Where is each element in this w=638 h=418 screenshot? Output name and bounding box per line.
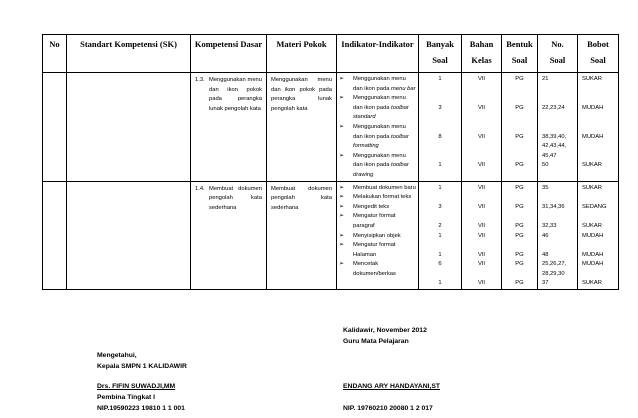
banyak-value: [419, 85, 461, 95]
kepala-sekolah-role: Kepala SMPN 1 KALIDAWIR: [97, 363, 187, 370]
indicator-text: Mengatur format paragraf: [353, 213, 396, 229]
bobot-value: [578, 94, 618, 104]
bobot-value: [578, 152, 618, 162]
header-no-soal: No. Soal: [538, 35, 578, 73]
bobot-value: [578, 85, 618, 95]
banyak-value: [419, 152, 461, 162]
guru-nip: NIP. 19760210 20080 1 2 017: [343, 405, 433, 412]
kelas-value: [462, 241, 501, 251]
kepala-sekolah-rank: Pembina Tingkat I: [97, 394, 156, 401]
bobot-value: [578, 142, 618, 152]
indicator-item: [339, 203, 416, 213]
table-row: [43, 73, 619, 182]
banyak-value: [419, 212, 461, 222]
arrow-bullet-icon: ➢: [339, 261, 345, 268]
bobot-value: SUKAR: [582, 222, 602, 229]
bentuk-value: [502, 142, 537, 152]
nosoal-value: [538, 212, 577, 222]
banyak-value: [419, 241, 461, 251]
banyak-value: 8: [438, 133, 442, 140]
indikator-cell: [337, 73, 419, 182]
bobot-value: MUDAH: [582, 232, 604, 239]
kelas-value: [462, 152, 501, 162]
standar-cell: [67, 181, 191, 290]
bentuk-value: [502, 113, 537, 123]
nosoal-cell: [538, 181, 578, 290]
indicator-item: [339, 241, 416, 260]
bentuk-value: PG: [515, 251, 524, 258]
indicator-text: Membuat dokumen baru: [353, 184, 416, 191]
bobot-value: MUDAH: [582, 251, 604, 258]
banyak-value: 3: [438, 203, 442, 210]
indicator-item: [339, 123, 416, 152]
banyak-value: 1: [438, 76, 442, 82]
indicator-text: Menggunakan menu dan ikon pada toolbar drawing: [353, 152, 409, 178]
nosoal-value: [538, 113, 577, 123]
kelas-value: [462, 212, 501, 222]
header-standar-kompetensi: Standart Kompetensi (SK): [67, 35, 191, 73]
banyak-value: 3: [438, 104, 442, 111]
bentuk-cell: [502, 73, 538, 182]
bobot-value: SUKAR: [582, 184, 602, 191]
bobot-value: [578, 270, 618, 280]
nosoal-value: 42,43,44,: [542, 143, 567, 150]
table-row: [43, 181, 619, 290]
bobot-value: SUKAR: [582, 280, 602, 287]
bobot-value: MUDAH: [582, 104, 604, 111]
bobot-value: SUKAR: [582, 76, 602, 82]
kepala-sekolah-nip: NIP.19590223 19810 1 1 001: [97, 405, 185, 412]
banyak-value: [419, 270, 461, 280]
arrow-bullet-icon: ➢: [339, 213, 345, 220]
kd-number: 1.3.: [195, 77, 205, 83]
nosoal-value: 35: [542, 184, 549, 191]
nosoal-value: [538, 241, 577, 251]
bentuk-value: [502, 212, 537, 222]
arrow-bullet-icon: ➢: [339, 184, 345, 191]
kisi-kisi-table: [42, 34, 619, 290]
indicator-text: Melakukan format teks: [353, 194, 412, 201]
nosoal-value: 50: [542, 162, 549, 169]
indicator-text: Mengedit teks: [353, 203, 390, 210]
footer-left-block: [97, 350, 187, 372]
nosoal-value: 25,26,27,: [542, 261, 567, 268]
arrow-bullet-icon: ➢: [339, 95, 345, 102]
banyak-cell: [419, 181, 462, 290]
no-cell: [43, 73, 67, 182]
indicator-text: Menggunakan menu dan ikon pada menu bar: [353, 76, 416, 92]
kelas-value: VII: [477, 280, 486, 287]
nosoal-value: 46: [542, 232, 549, 239]
indicator-text: Menggunakan menu dan ikon pada toolbar formatting: [353, 123, 409, 150]
indicator-item: [339, 75, 416, 94]
kd-text: Membuat dokumen pengolah kata sederhana: [209, 185, 262, 211]
materi-cell: [267, 181, 337, 290]
banyak-value: 1: [438, 280, 442, 287]
nosoal-cell: [538, 73, 578, 182]
no-cell: [43, 181, 67, 290]
kelas-cell: [462, 73, 502, 182]
kelas-value: [462, 123, 501, 133]
indicator-item: [339, 193, 416, 203]
indicator-item: [339, 184, 416, 194]
indicator-item: [339, 152, 416, 181]
kd-cell: [191, 181, 267, 290]
nosoal-value: [538, 94, 577, 104]
kelas-value: VII: [477, 184, 486, 191]
indicator-list: [337, 73, 418, 181]
nosoal-value: 32,33: [542, 222, 557, 229]
kelas-value: [462, 193, 501, 203]
banyak-value: 1: [438, 251, 442, 258]
kd-number: 1.4.: [195, 185, 205, 192]
bobot-value: [578, 123, 618, 133]
bentuk-value: [502, 152, 537, 162]
bentuk-value: [502, 193, 537, 203]
kelas-value: VII: [477, 133, 486, 140]
nosoal-value: 48: [542, 251, 549, 258]
arrow-bullet-icon: ➢: [339, 242, 345, 249]
bentuk-value: PG: [515, 261, 524, 268]
bentuk-value: PG: [515, 133, 524, 140]
bobot-value: [578, 212, 618, 222]
footer-right-sign: [343, 381, 440, 414]
bentuk-value: [502, 123, 537, 133]
guru-name: ENDANG ARY HANDAYANI,ST: [343, 383, 441, 390]
header-row: [43, 35, 619, 73]
nosoal-value: 28,29,30: [542, 270, 565, 277]
header-materi-pokok: Materi Pokok: [267, 35, 337, 73]
indicator-text: Mencetak dokumen/berkas: [353, 261, 396, 277]
header-banyak-soal: Banyak Soal: [419, 35, 462, 73]
nosoal-value: [538, 193, 577, 203]
banyak-value: [419, 193, 461, 203]
bobot-value: SEDANG: [582, 203, 607, 210]
header-bahan-kelas: Bahan Kelas: [462, 35, 502, 73]
header-bentuk-soal: Bentuk Soal: [502, 35, 538, 73]
bobot-value: [578, 241, 618, 251]
arrow-bullet-icon: ➢: [339, 76, 345, 82]
bentuk-value: [502, 270, 537, 280]
indicator-item: [339, 94, 416, 123]
indikator-cell: [337, 181, 419, 290]
indicator-text: Menggunakan menu dan ikon pada toolbar standard: [353, 95, 409, 121]
place-date: Kalidawir, November 2012: [343, 327, 427, 334]
nosoal-value: [538, 123, 577, 133]
arrow-bullet-icon: ➢: [339, 203, 345, 210]
guru-role: Guru Mata Pelajaran: [343, 338, 409, 345]
kelas-value: VII: [477, 162, 486, 169]
bentuk-value: PG: [515, 76, 524, 82]
indicator-item: [339, 212, 416, 231]
banyak-value: 2: [438, 222, 442, 229]
bentuk-cell: [502, 181, 538, 290]
bobot-value: [578, 193, 618, 203]
banyak-value: 1: [438, 184, 442, 191]
kelas-value: [462, 270, 501, 280]
indicator-text: Mengatur format Halaman: [353, 242, 396, 258]
kelas-value: [462, 113, 501, 123]
indicator-item: [339, 260, 416, 279]
arrow-bullet-icon: ➢: [339, 194, 345, 201]
bentuk-value: PG: [515, 280, 524, 287]
kelas-value: VII: [477, 76, 486, 82]
nosoal-value: 45,47: [542, 152, 557, 159]
bobot-value: MUDAH: [582, 261, 604, 268]
header-indikator: Indikator-Indikator: [337, 35, 419, 73]
bentuk-value: [502, 94, 537, 104]
nosoal-value: 31,34,36: [542, 203, 565, 210]
materi-text: Membuat dokumen pengolah kata sederhana: [271, 185, 332, 211]
kelas-value: VII: [477, 104, 486, 111]
kd-cell: [191, 73, 267, 182]
arrow-bullet-icon: ➢: [339, 152, 345, 159]
kelas-value: VII: [477, 261, 486, 268]
bentuk-value: PG: [515, 184, 524, 191]
footer-left-sign: [97, 381, 185, 414]
kelas-value: [462, 142, 501, 152]
header-kompetensi-dasar: Kompetensi Dasar: [191, 35, 267, 73]
banyak-value: 1: [438, 232, 442, 239]
indicator-item: [339, 232, 416, 242]
arrow-bullet-icon: ➢: [339, 123, 345, 130]
banyak-value: 1: [438, 162, 442, 169]
kelas-value: VII: [477, 222, 486, 229]
bentuk-value: [502, 85, 537, 95]
mengetahui-label: Mengetahui,: [97, 352, 137, 359]
header-no: No: [43, 35, 67, 73]
banyak-value: [419, 123, 461, 133]
indicator-list: [337, 182, 418, 280]
kepala-sekolah-name: Drs. FIFIN SUWADJI,MM: [97, 383, 176, 390]
kelas-value: VII: [477, 203, 486, 210]
bentuk-value: PG: [515, 203, 524, 210]
banyak-value: [419, 94, 461, 104]
kelas-value: VII: [477, 251, 486, 258]
kelas-value: VII: [477, 232, 486, 239]
bentuk-value: PG: [515, 104, 524, 111]
kelas-value: [462, 94, 501, 104]
bobot-cell: [578, 73, 619, 182]
kelas-cell: [462, 181, 502, 290]
kd-text: Menggunakan menu dan ikon pokok pada perangka lunak pengolah kata: [209, 77, 262, 112]
nosoal-value: 38,39,40,: [542, 133, 567, 140]
materi-text: Menggunakan menu dan ikon pokok pada perangka lunak pengolah kata: [271, 77, 332, 112]
banyak-cell: [419, 73, 462, 182]
bobot-cell: [578, 181, 619, 290]
indicator-text: Menyisipkan objek: [353, 232, 401, 239]
bentuk-value: PG: [515, 162, 524, 169]
bobot-value: [578, 113, 618, 123]
nosoal-value: 21: [542, 76, 549, 82]
banyak-value: [419, 113, 461, 123]
nosoal-value: [538, 85, 577, 95]
bobot-value: SUKAR: [582, 162, 602, 169]
standar-cell: [67, 73, 191, 182]
bobot-value: MUDAH: [582, 133, 604, 140]
header-bobot-soal: Bobot Soal: [578, 35, 619, 73]
bentuk-value: PG: [515, 232, 524, 239]
bentuk-value: [502, 241, 537, 251]
arrow-bullet-icon: ➢: [339, 232, 345, 239]
footer-right-block: [343, 325, 427, 347]
materi-cell: [267, 73, 337, 182]
banyak-value: 6: [438, 261, 442, 268]
banyak-value: [419, 142, 461, 152]
kelas-value: [462, 85, 501, 95]
bentuk-value: PG: [515, 222, 524, 229]
nosoal-value: 37: [542, 280, 549, 287]
nosoal-value: 22,23,24: [542, 104, 565, 111]
